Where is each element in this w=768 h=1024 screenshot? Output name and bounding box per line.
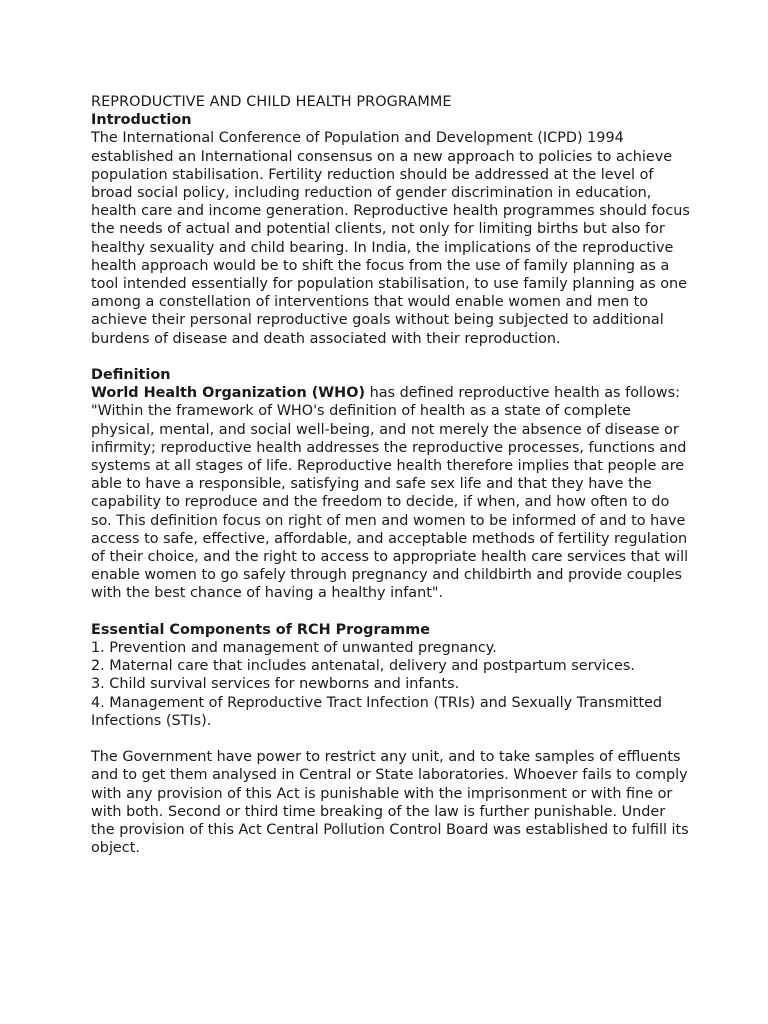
spacer — [91, 603, 691, 621]
who-definition-intro — [91, 384, 691, 402]
components-heading: Essential Components of RCH Programme — [91, 621, 431, 638]
introduction-heading: Introduction — [91, 112, 192, 129]
who-definition-quote: "Within the framework of WHO's definition of health as a state of complete physical, mental, and social well-being, and not merely the absence of disease or infirmity; reproductive health addresses the reproductive processes, functions and systems at all stages of life. Reproductive health therefore implies that people are able to have a responsible, satisfying and safe sex life and that they have the capability to reproduce and the freedom to decide, if when, and how often to do so. This definition focus on right of men and women to be informed of and to have access to safe, effective, affordable, and acceptable methods of fertility regulation of their choice, and the right to access to appropriate health care services that will enable women to go safely through pregnancy and childbirth and provide couples with the best chance of having a healthy infant". — [91, 403, 689, 602]
document-title: REPRODUCTIVE AND CHILD HEALTH PROGRAMME — [91, 94, 452, 110]
definition-heading: Definition — [91, 367, 171, 384]
list-item: 4. Management of Reproductive Tract Infection (TRIs) and Sexually Transmitted Infections (STIs). — [91, 694, 663, 729]
introduction-paragraph: The International Conference of Population and Development (ICPD) 1994 established an International consensus on a new approach to policies to achieve population stabilisation. Fertility reduction should be addressed at the level of broad social policy, including reduction of gender discrimination in education, health care and income generation. Reproductive health programmes should focus the needs of actual and potential clients, not only for limiting births but also for healthy sexuality and child bearing. In India, the implications of the reproductive health approach would be to shift the focus from the use of family planning as a tool intended essentially for population stabilisation, to use family planning as one among a constellation of interventions that would enable women and men to achieve their personal reproductive goals without being subjected to additional burdens of disease and death associated with their reproduction. — [91, 130, 690, 347]
who-definition-text: has defined reproductive health as follows: — [365, 385, 680, 402]
government-paragraph: The Government have power to restrict any unit, and to take samples of effluents and to get them analysed in Central or State laboratories. Whoever fails to comply with any provision of this Act is punishable with the imprisonment or with fine or with both. Second or third time breaking of the law is further punishable. Under the provision of this Act Central Pollution Control Board was established to fulfill its object. — [91, 749, 689, 857]
list-item: 1. Prevention and management of unwanted pregnancy. — [91, 640, 497, 657]
list-item: 2. Maternal care that includes antenatal, delivery and postpartum services. — [91, 658, 635, 675]
spacer — [91, 730, 691, 748]
document-page — [91, 93, 691, 857]
who-label: World Health Organization (WHO) — [91, 385, 366, 402]
components-list — [91, 639, 691, 730]
list-item: 3. Child survival services for newborns and infants. — [91, 676, 460, 693]
spacer — [91, 348, 691, 366]
